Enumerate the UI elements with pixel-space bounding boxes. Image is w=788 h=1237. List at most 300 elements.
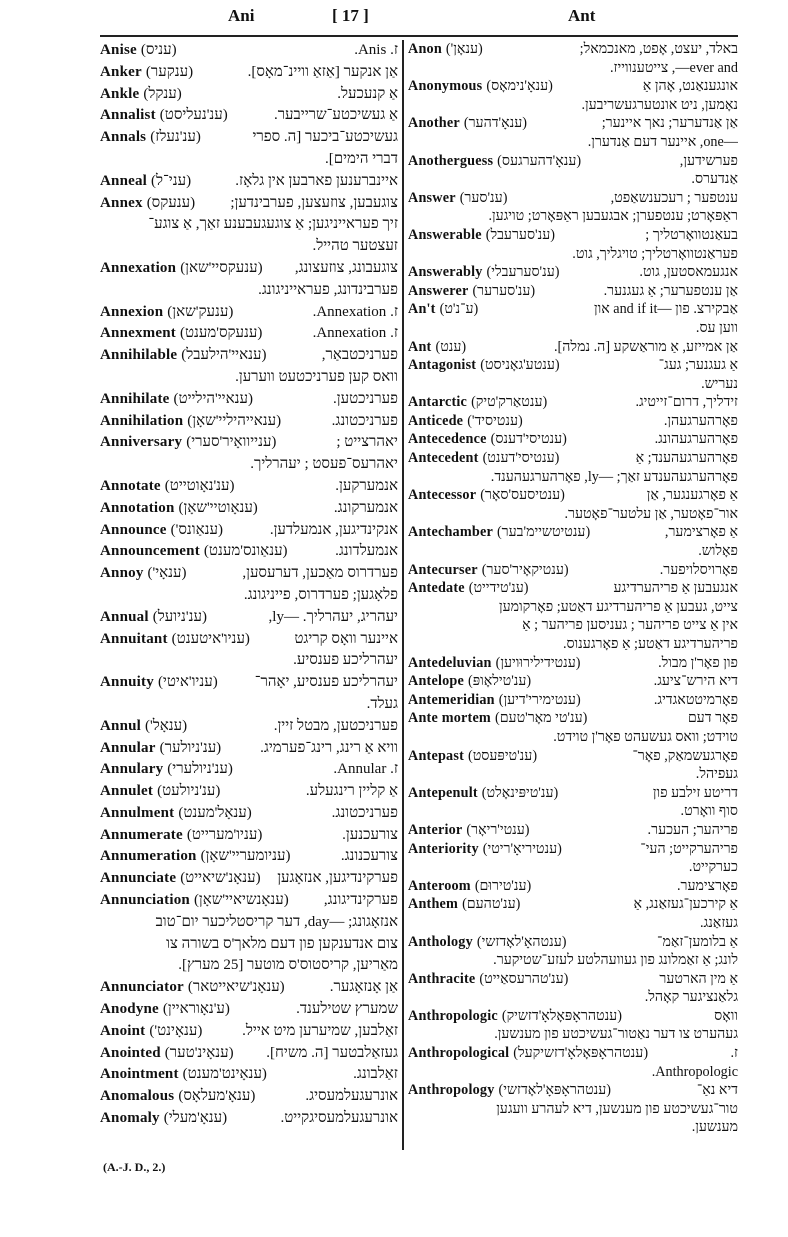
dictionary-entry — [408, 152, 738, 171]
definition: אַ פאָרגענגער, אַן — [646, 487, 738, 504]
definition: סוף וואָרט. — [680, 803, 738, 820]
entry-continuation — [408, 1100, 738, 1119]
dictionary-entry — [100, 541, 398, 563]
definition: אַן אַנדערער; נאך איינער; — [601, 115, 738, 132]
definition: וואָס — [714, 1007, 738, 1024]
pronunciation: (ענאָי') — [147, 565, 187, 582]
definition: פאָרויסלויפער. — [659, 561, 738, 578]
definition: געזאַלבטער [ה. משיח]. — [266, 1044, 398, 1061]
definition: אונרעגעלמעסיג. — [305, 1088, 398, 1105]
pronunciation: (ענעקס) — [146, 194, 196, 211]
definition: צייט, געבען אַ פריהערדיגע דאַטע; פאָרקומען — [498, 598, 738, 615]
entry-continuation — [408, 951, 738, 970]
dictionary-entry — [408, 523, 738, 542]
dictionary-entry — [408, 412, 738, 431]
dictionary-entry — [100, 105, 398, 127]
dictionary-entry — [100, 84, 398, 106]
definition: פעראַנטוואָרטליך; טויגליך, גוט. — [572, 245, 738, 262]
definition: פערניכטען, מבטל זיין. — [273, 717, 398, 734]
entry-continuation — [408, 59, 738, 78]
headword: Anker — [100, 63, 142, 80]
pronunciation: (ענ'טילאָופּ) — [467, 673, 532, 690]
pronunciation: (ענטע'גאָניסט) — [480, 357, 560, 374]
pronunciation: (ענ'טהרעסאַייט) — [479, 970, 569, 987]
pronunciation: (ענאַונס') — [170, 521, 223, 538]
headword: Anoint — [100, 1022, 146, 1039]
dictionary-entry — [100, 977, 398, 999]
headword: Anomaly — [100, 1110, 160, 1127]
definition: Anthropologic. — [651, 1063, 738, 1080]
headword: Annular — [100, 739, 156, 756]
dictionary-entry — [408, 747, 738, 766]
entry-continuation — [408, 1025, 738, 1044]
headword: Anthropology — [408, 1082, 495, 1099]
headword: Antagonist — [408, 357, 477, 374]
definition: זאַלבונג. — [353, 1066, 398, 1083]
definition: פריהערקייט; העי־ — [640, 840, 738, 857]
definition: כערקייט. — [688, 859, 738, 876]
definition: געהערט צו דער נאַטור־געשיכטע פון מענשען. — [494, 1026, 738, 1043]
definition: ז. Annular. — [333, 761, 398, 778]
definition: זידליך, דרום־זייטיג. — [635, 394, 738, 411]
definition: אַ קליין רינגעלע. — [305, 783, 398, 800]
headword: Antecurser — [408, 561, 478, 578]
dictionary-entry — [100, 498, 398, 520]
page-number: [ 17 ] — [332, 6, 369, 25]
definition: וואס קען פערניכטעט ווערען. — [235, 368, 398, 385]
dictionary-entry — [408, 486, 738, 505]
pronunciation: (ענעק'שאן) — [167, 303, 234, 320]
entry-continuation — [408, 858, 738, 877]
definition: ראַפּאָרט; ענטפערן; אבגעבען ראַפּאָרט; טויגען. — [488, 208, 738, 225]
dictionary-entry — [100, 258, 398, 280]
definition: פאָלוש. — [698, 543, 738, 560]
running-head-right: Ant — [568, 6, 596, 25]
headword: An't — [408, 301, 436, 318]
definition: איינברענען פארבען אין גלאָז. — [235, 172, 398, 189]
dictionary-entry — [408, 709, 738, 728]
pronunciation: (ענ'טהעם) — [462, 896, 521, 913]
dictionary-entry — [100, 520, 398, 542]
dictionary-entry — [100, 1108, 398, 1130]
dictionary-entry — [408, 784, 738, 803]
left-column — [100, 40, 398, 1130]
dictionary-entry — [408, 840, 738, 859]
definition: פערשידען, — [679, 152, 738, 169]
pronunciation: (ענטהראָפּאָלאָ'דזשיקעל) — [513, 1045, 649, 1062]
definition: אַ געשיכטע־שרייבער. — [273, 107, 398, 124]
entry-continuation — [408, 914, 738, 933]
headword: Annunciate — [100, 870, 177, 887]
definition: זאַלבען, שמיערען מיט אייל. — [242, 1022, 398, 1039]
dictionary-entry — [408, 654, 738, 673]
headword: Anterior — [408, 821, 463, 838]
definition: יאהרצייט ; — [336, 434, 398, 451]
definition: איינער וואָס קריגט — [294, 630, 398, 647]
dictionary-entry — [100, 171, 398, 193]
definition: ז. Annexation. — [312, 325, 398, 342]
entry-continuation — [408, 802, 738, 821]
definition: פערבינדונג, פעראייניגונג. — [258, 281, 398, 298]
headword: Annals — [100, 129, 147, 146]
pronunciation: (ענקל) — [143, 85, 182, 102]
dictionary-entry — [408, 672, 738, 691]
definition: אַ געגנער; געג־ — [658, 357, 738, 374]
headword: Annuitant — [100, 630, 168, 647]
headword: Antedeluvian — [408, 654, 492, 671]
headword: Anotherguess — [408, 152, 494, 169]
definition: יאהרעס־פעסט ; יעהרליך. — [250, 456, 398, 473]
definition: —one, איינער דעם אַנדערן. — [587, 133, 738, 150]
entry-continuation — [100, 454, 398, 476]
definition: געלד. — [366, 695, 398, 712]
dictionary-entry — [100, 62, 398, 84]
definition: אַן ענטפערער; אַ געגנער. — [603, 282, 738, 299]
headword: Anthracite — [408, 970, 476, 987]
entry-continuation — [408, 505, 738, 524]
definition: פאָרמיטטאגדיג. — [653, 691, 738, 708]
dictionary-entry — [408, 1081, 738, 1100]
definition: פאָרהערגעהונג. — [654, 431, 738, 448]
pronunciation: (עניס) — [140, 42, 177, 58]
headword: Antecedent — [408, 450, 479, 467]
dictionary-entry — [100, 40, 398, 62]
headword: Antelope — [408, 673, 464, 690]
pronunciation: (ענאָל'מענט) — [178, 804, 252, 821]
headword: Annual — [100, 608, 149, 625]
dictionary-entry — [100, 345, 398, 367]
headword: Antecedence — [408, 431, 487, 448]
headword: Annihilable — [100, 347, 178, 364]
dictionary-entry — [408, 114, 738, 133]
headword: Anneal — [100, 172, 148, 189]
pronunciation: (עניומעריי'שאָן) — [200, 848, 291, 865]
pronunciation: (ענאייהיליי'שאָן) — [187, 412, 282, 429]
headword: Anomalous — [100, 1088, 175, 1105]
pronunciation: (ענעקס'מענט) — [179, 325, 263, 342]
definition: טוידט; וואס געשעהט פאָר'ן טוידט. — [553, 728, 738, 745]
dictionary-entry — [100, 193, 398, 215]
definition: פאָרצימער. — [676, 877, 738, 894]
dictionary-entry — [408, 933, 738, 952]
entry-continuation — [100, 650, 398, 672]
definition: פערדרוס מאַכען, דערעסען, — [242, 565, 398, 582]
definition: אנמערקען. — [335, 477, 398, 494]
pronunciation: (ענ'ניולער) — [159, 739, 222, 756]
headword: Annexment — [100, 325, 176, 342]
entry-continuation — [100, 367, 398, 389]
headword: Annul — [100, 717, 142, 734]
headword: Antecessor — [408, 487, 477, 504]
definition: אין אַ צייט פריהער ; געניסען פריהער ; אַ — [522, 617, 738, 634]
pronunciation: (ענ'סערעבלי) — [486, 264, 560, 281]
dictionary-entry — [408, 970, 738, 989]
pronunciation: (ענטיסיד') — [467, 412, 523, 429]
pronunciation: (ענאַונס'מענט) — [203, 543, 288, 560]
headword: Announce — [100, 521, 167, 538]
pronunciation: (ענ'נאָוטייט) — [164, 477, 235, 494]
pronunciation: (ענאיי'הילייט) — [173, 390, 253, 407]
dictionary-entry — [408, 338, 738, 357]
dictionary-entry — [408, 895, 738, 914]
headword: Anonymous — [408, 78, 483, 95]
entry-continuation — [100, 149, 398, 171]
header-rule — [100, 35, 738, 37]
pronunciation: (עני־ל) — [151, 172, 192, 189]
pronunciation: (ענאָ'מעלי) — [163, 1110, 228, 1127]
headword: Antedate — [408, 580, 465, 597]
definition: גלאַנציגער קאָהל. — [644, 989, 738, 1006]
pronunciation: (ענאָנשיאיי'שאָן) — [193, 892, 289, 909]
pronunciation: (ענטיטשיימ'בער) — [496, 524, 591, 541]
dictionary-entry — [100, 323, 398, 345]
entry-continuation — [408, 375, 738, 394]
headword: Answerable — [408, 226, 482, 243]
entry-continuation — [408, 1063, 738, 1082]
headword: Annex — [100, 194, 143, 211]
dictionary-entry — [408, 393, 738, 412]
definition: פאָרהערגעהענדע זאַך; —ly, פאָרהערגעהענד. — [490, 468, 738, 485]
dictionary-entry — [100, 1021, 398, 1043]
dictionary-entry — [100, 1086, 398, 1108]
headword: Annihilate — [100, 390, 170, 407]
headword: Annunciator — [100, 979, 184, 996]
definition: פון פאָר'ן מבול. — [658, 654, 738, 671]
pronunciation: (עניו'מערייט) — [186, 826, 263, 843]
headword: Another — [408, 115, 460, 132]
definition: בעאַנטוואָרטליך ; — [645, 226, 738, 243]
headword: Ante mortem — [408, 710, 491, 727]
definition: ז. — [730, 1045, 738, 1062]
entry-continuation — [408, 598, 738, 617]
pronunciation: (ענטהראָפּאָלאָ'דזשיק) — [501, 1007, 622, 1024]
definition: וויא אַ רינג, רינג־פערמיג. — [260, 739, 398, 756]
pronunciation: (ע'נאָוראיין) — [162, 1001, 230, 1018]
dictionary-entry — [100, 825, 398, 847]
entry-continuation — [408, 728, 738, 747]
dictionary-entry — [100, 716, 398, 738]
dictionary-entry — [100, 890, 398, 912]
definition: צורעכנונג. — [340, 848, 398, 865]
pronunciation: (ענטידילירוּויען) — [495, 654, 581, 671]
pronunciation: (ענקער) — [145, 63, 194, 80]
definition: מאַריען, קריסטוס'ס מוטער [25 מערץ]. — [178, 957, 398, 974]
headword: Answer — [408, 189, 456, 206]
dictionary-entry — [408, 691, 738, 710]
pronunciation: (עניו'איטי) — [157, 674, 218, 691]
definition: פערקינדיגען, אנזאָגען — [277, 870, 398, 887]
definition: לונג; אַ זאַמלונג פון געוועהלטע לעזע־שטיקער. — [493, 952, 738, 969]
entry-continuation — [408, 319, 738, 338]
headword: Answerer — [408, 282, 469, 299]
dictionary-entry — [408, 356, 738, 375]
definition: אַ קנעכעל. — [337, 85, 398, 102]
definition: אנמערקונג. — [333, 499, 398, 516]
dictionary-entry — [408, 40, 738, 59]
headword: Anodyne — [100, 1001, 159, 1018]
entry-continuation — [408, 207, 738, 226]
dictionary-entry — [408, 561, 738, 580]
pronunciation: (ענ'סערעבל) — [485, 226, 555, 243]
pronunciation: (ענ'טיפּעסט) — [468, 747, 538, 764]
definition: שמערץ שטילענד. — [296, 1001, 398, 1018]
dictionary-entry — [100, 781, 398, 803]
column-divider — [402, 40, 404, 1150]
entry-continuation — [408, 635, 738, 654]
pronunciation: (ענאָינט'מענט) — [182, 1066, 267, 1083]
entry-continuation — [100, 214, 398, 236]
definition: אַ קירכען־געזאַנג, אַ — [633, 896, 738, 913]
headword: Annotate — [100, 477, 161, 494]
pronunciation: (ענ'טיפּינאָלט) — [481, 784, 559, 801]
entry-continuation — [408, 96, 738, 115]
pronunciation: (ענטימירי'דיען) — [498, 691, 581, 708]
headword: Anteriority — [408, 840, 479, 857]
definition: אַבקירצ. פון —and if it און — [593, 301, 738, 318]
headword: Anticede — [408, 412, 464, 429]
headword: Annihilation — [100, 412, 184, 429]
pronunciation: (ענאָינ'טער) — [164, 1044, 234, 1061]
dictionary-entry — [100, 672, 398, 694]
pronunciation: (ענאָ'דהערגעס) — [497, 152, 582, 169]
dictionary-entry — [100, 803, 398, 825]
entry-continuation — [100, 912, 398, 934]
running-head-left: Ani — [228, 6, 255, 25]
headword: Antarctic — [408, 394, 468, 411]
dictionary-entry — [100, 389, 398, 411]
definition: אַ מין הארטער — [659, 970, 738, 987]
definition: אַן אָנזאָגער. — [329, 979, 398, 996]
definition: צום אנדענקען פון דעם מלאך'ס בשורה צו — [166, 935, 398, 952]
definition: נאָמען, ניט אונטערגעשריבען. — [581, 96, 738, 113]
entry-continuation — [408, 988, 738, 1007]
definition: אַ בלומען־זאַמ־ — [657, 933, 738, 950]
definition: אור־פאָטער, אַן עלטער־פאָטער. — [564, 505, 738, 522]
pronunciation: (ע־נ'ט) — [439, 301, 479, 318]
headword: Answerably — [408, 264, 483, 281]
pronunciation: (ענ'נעליסט) — [159, 107, 228, 124]
dictionary-entry — [100, 738, 398, 760]
entry-continuation — [100, 280, 398, 302]
definition: נעריש. — [701, 375, 738, 392]
pronunciation: (ענטיקאָיר'סער) — [481, 561, 569, 578]
headword: Anon — [408, 41, 442, 57]
dictionary-entry — [408, 449, 738, 468]
definition: צוגעבונג, צוזעצונג, — [294, 259, 398, 276]
definition: דיא הירש־ציעג. — [653, 673, 738, 690]
headword: Annulet — [100, 783, 154, 800]
definition: פערניכטבאַר, — [321, 347, 398, 364]
definition: מענשען. — [691, 1119, 738, 1136]
headword: Anteroom — [408, 877, 471, 894]
dictionary-entry — [100, 607, 398, 629]
right-column — [408, 40, 738, 1137]
pronunciation: (ענאָל') — [145, 717, 188, 734]
printer-signature: (A.-J. D., 2.) — [103, 1160, 166, 1174]
headword: Annotation — [100, 499, 175, 516]
definition: פערניכטונג. — [331, 412, 398, 429]
definition: פאָרהערגעהן. — [663, 412, 738, 429]
headword: Anthropological — [408, 1045, 510, 1062]
pronunciation: (ענאָינט') — [149, 1022, 203, 1039]
entry-continuation — [100, 955, 398, 977]
headword: Anthropologic — [408, 1007, 498, 1024]
dictionary-entry — [100, 846, 398, 868]
definition: דברי הימים]. — [325, 150, 398, 167]
dictionary-entry — [408, 263, 738, 282]
pronunciation: (ענאָ'מעלאָס) — [178, 1088, 256, 1105]
dictionary-entry — [408, 77, 738, 96]
definition: דריטע זילבע פון — [652, 784, 738, 801]
pronunciation: (ענטיריאָ'ריטי) — [482, 840, 562, 857]
pronunciation: (עניו'איטענט) — [171, 630, 250, 647]
pronunciation: (ענ'טי מאָר'טעם) — [494, 710, 588, 727]
pronunciation: (ענאָוטיי'שאָן) — [178, 499, 258, 516]
entry-continuation — [100, 934, 398, 956]
headword: Ant — [408, 338, 432, 355]
definition: פערקינדיגונג, — [323, 892, 398, 909]
headword: Anthology — [408, 933, 473, 950]
entry-continuation — [408, 468, 738, 487]
definition: אונגענאַנט, אָהן אַ — [642, 78, 738, 95]
entry-continuation — [408, 133, 738, 152]
definition: פערניכטונג. — [331, 804, 398, 821]
headword: Antepast — [408, 747, 464, 764]
pronunciation: (ענטאַרק'טיק) — [471, 394, 548, 411]
pronunciation: (ענאָ'נימאָס) — [486, 78, 553, 95]
definition: צורעכנען. — [342, 826, 398, 843]
definition: אנזאָגונג; —day, דער קריסטליכער יום־טוב — [155, 913, 398, 930]
definition: באלד, יעצט, אָפט, מאנכמאל; — [579, 41, 738, 57]
pronunciation: (ענאיי'הילעבל) — [181, 347, 267, 364]
definition: יעהריג, יעהרליך. —ly, — [268, 608, 398, 625]
pronunciation: (ענטיסי'דענט) — [482, 450, 560, 467]
headword: Anointed — [100, 1044, 161, 1061]
definition: יעהרליכע פענסיע. — [293, 652, 398, 669]
pronunciation: (ענטיסעס'סאָר) — [480, 487, 565, 504]
headword: Announcement — [100, 543, 200, 560]
dictionary-entry — [408, 189, 738, 208]
definition: פאָרהערגעהענד; אַ — [635, 450, 738, 467]
dictionary-entry — [100, 127, 398, 149]
pronunciation: (ענעקסיי'שאן) — [180, 259, 263, 276]
definition: דיא נאַ־ — [696, 1082, 738, 1099]
dictionary-entry — [100, 1043, 398, 1065]
definition: ז. Anis. — [354, 42, 398, 58]
headword: Annoy — [100, 565, 144, 582]
pronunciation: (ענאָן') — [445, 41, 483, 57]
headword: Antepenult — [408, 784, 478, 801]
entry-continuation — [408, 1118, 738, 1137]
definition: צוגעבען, צוזעצען, פערבינדען; — [230, 194, 398, 211]
definition: אנקינדיגען, אנמעלדען. — [269, 521, 398, 538]
definition: אנמעלדונג. — [335, 543, 398, 560]
pronunciation: (ענט) — [435, 338, 467, 355]
pronunciation: (ענטיסי'דענס) — [490, 431, 567, 448]
definition: זיך פעראייניגען; אַ צוגעגעבענע זאַך, אַ צוגע־ — [148, 216, 398, 233]
headword: Annexation — [100, 259, 177, 276]
dictionary-entry — [100, 432, 398, 454]
pronunciation: (ענ'סערער) — [472, 282, 536, 299]
definition: פאָר דעם — [687, 710, 738, 727]
headword: Annumeration — [100, 848, 197, 865]
dictionary-entry — [408, 1044, 738, 1063]
entry-continuation — [100, 694, 398, 716]
definition: געזאַנג. — [699, 914, 738, 931]
definition: געפיהל. — [695, 766, 738, 783]
definition: פאָרגעשמאַק, פאָר־ — [632, 747, 738, 764]
headword: Annexion — [100, 303, 164, 320]
